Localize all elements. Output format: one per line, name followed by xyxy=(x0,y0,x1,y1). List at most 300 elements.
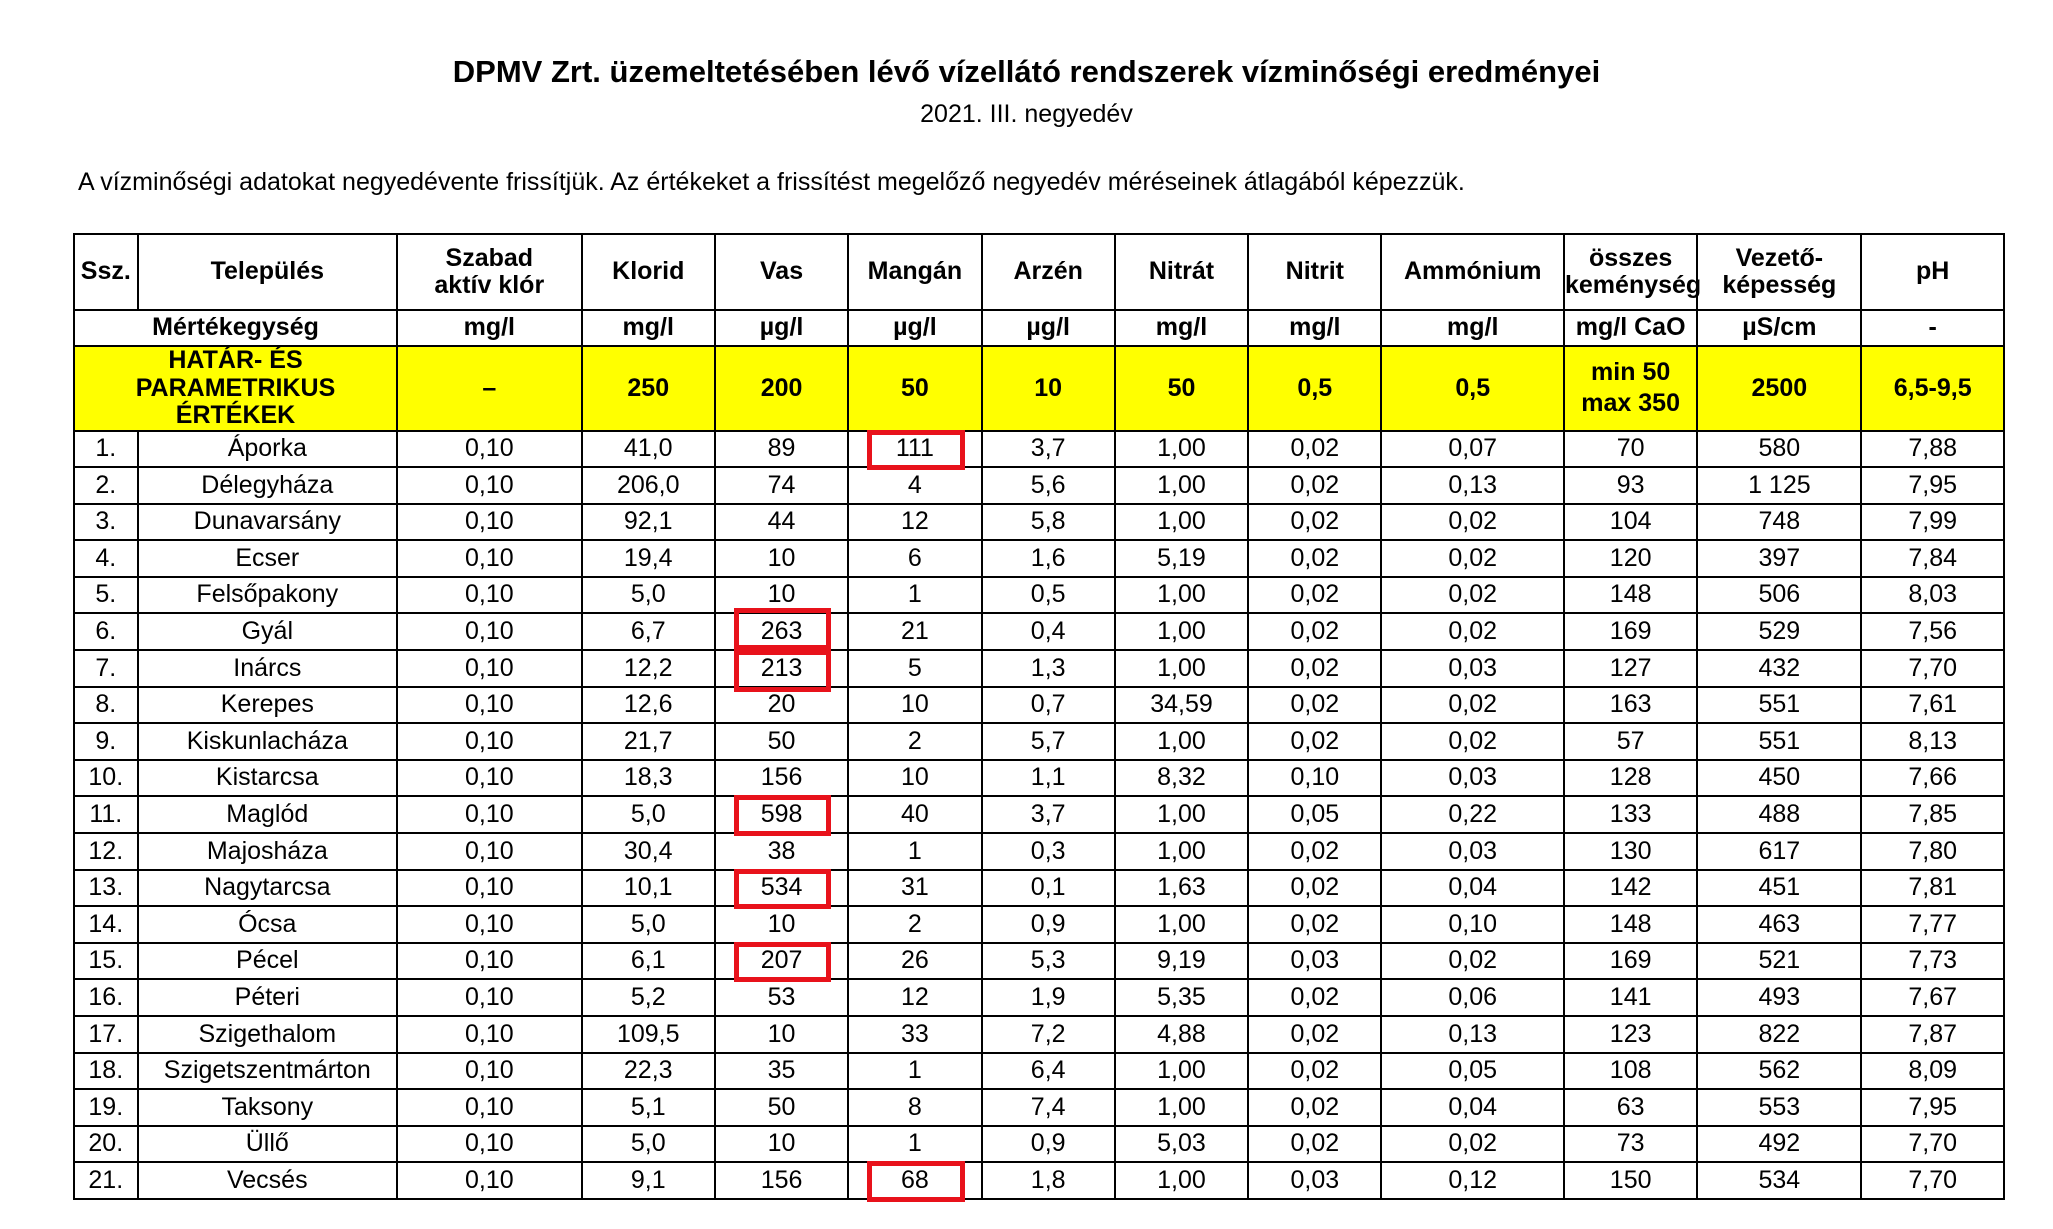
cell-settlement: Kiskunlacháza xyxy=(138,723,397,760)
cell-ph: 7,84 xyxy=(1861,540,2004,577)
cell-nitrite: 0,03 xyxy=(1248,1162,1381,1199)
cell-free-chlorine: 0,10 xyxy=(397,796,582,833)
cell-iron: 53 xyxy=(715,979,848,1016)
cell-free-chlorine: 0,10 xyxy=(397,504,582,541)
cell-nitrite: 0,02 xyxy=(1248,431,1381,468)
cell-chloride: 9,1 xyxy=(582,1162,715,1199)
cell-iron: 35 xyxy=(715,1053,848,1090)
cell-free-chlorine: 0,10 xyxy=(397,540,582,577)
cell-free-chlorine: 0,10 xyxy=(397,431,582,468)
unit-cell: mg/l CaO xyxy=(1564,310,1697,346)
cell-nitrate: 34,59 xyxy=(1115,687,1248,724)
cell-value: 263 xyxy=(760,617,803,646)
unit-cell: µg/l xyxy=(715,310,848,346)
cell-value: 207 xyxy=(760,946,803,975)
cell-nitrite: 0,02 xyxy=(1248,723,1381,760)
table-row xyxy=(74,870,2004,907)
table-row xyxy=(74,943,2004,980)
cell-chloride: 206,0 xyxy=(582,467,715,504)
col-header-arsenic: Arzén xyxy=(982,234,1115,310)
cell-conductivity: 451 xyxy=(1697,870,1861,907)
cell-settlement: Szigetszentmárton xyxy=(138,1053,397,1090)
cell-total-hardness: 148 xyxy=(1564,906,1697,943)
cell-chloride: 109,5 xyxy=(582,1016,715,1053)
cell-chloride: 12,6 xyxy=(582,687,715,724)
cell-conductivity: 521 xyxy=(1697,943,1861,980)
cell-conductivity: 551 xyxy=(1697,723,1861,760)
cell-nitrate: 5,03 xyxy=(1115,1126,1248,1163)
cell-conductivity: 617 xyxy=(1697,833,1861,870)
cell-free-chlorine: 0,10 xyxy=(397,760,582,797)
cell-free-chlorine: 0,10 xyxy=(397,943,582,980)
cell-conductivity: 493 xyxy=(1697,979,1861,1016)
cell-ph: 7,77 xyxy=(1861,906,2004,943)
cell-ammonium: 0,22 xyxy=(1381,796,1564,833)
cell-settlement: Dunavarsány xyxy=(138,504,397,541)
limits-label: HATÁR- ÉS PARAMETRIKUS ÉRTÉKEK xyxy=(74,346,397,431)
cell-index: 8. xyxy=(74,687,138,724)
cell-nitrite: 0,02 xyxy=(1248,979,1381,1016)
cell-chloride: 21,7 xyxy=(582,723,715,760)
cell-manganese: 1 xyxy=(848,833,981,870)
cell-index: 21. xyxy=(74,1162,138,1199)
cell-nitrite: 0,02 xyxy=(1248,650,1381,687)
cell-manganese-exceeds-limit xyxy=(848,1162,981,1199)
cell-total-hardness: 120 xyxy=(1564,540,1697,577)
cell-ammonium: 0,02 xyxy=(1381,504,1564,541)
cell-nitrite: 0,02 xyxy=(1248,1089,1381,1126)
cell-index: 19. xyxy=(74,1089,138,1126)
cell-manganese: 2 xyxy=(848,906,981,943)
cell-total-hardness: 57 xyxy=(1564,723,1697,760)
cell-index: 2. xyxy=(74,467,138,504)
cell-iron-exceeds-limit xyxy=(715,650,848,687)
unit-cell: mg/l xyxy=(1115,310,1248,346)
cell-ph: 8,03 xyxy=(1861,577,2004,614)
cell-total-hardness: 73 xyxy=(1564,1126,1697,1163)
cell-free-chlorine: 0,10 xyxy=(397,870,582,907)
cell-total-hardness: 123 xyxy=(1564,1016,1697,1053)
cell-total-hardness: 63 xyxy=(1564,1089,1697,1126)
cell-total-hardness: 93 xyxy=(1564,467,1697,504)
cell-iron-exceeds-limit xyxy=(715,613,848,650)
cell-manganese: 26 xyxy=(848,943,981,980)
cell-nitrite: 0,05 xyxy=(1248,796,1381,833)
cell-nitrate: 5,19 xyxy=(1115,540,1248,577)
col-header-ammonium: Ammónium xyxy=(1381,234,1564,310)
unit-cell: mg/l xyxy=(397,310,582,346)
limit-cell: 200 xyxy=(715,346,848,431)
cell-nitrite: 0,02 xyxy=(1248,1016,1381,1053)
cell-arsenic: 5,6 xyxy=(982,467,1115,504)
cell-ph: 7,56 xyxy=(1861,613,2004,650)
cell-iron-exceeds-limit xyxy=(715,870,848,907)
cell-index: 20. xyxy=(74,1126,138,1163)
cell-iron: 156 xyxy=(715,760,848,797)
cell-nitrate: 1,00 xyxy=(1115,1089,1248,1126)
cell-nitrite: 0,02 xyxy=(1248,1126,1381,1163)
cell-nitrate: 1,63 xyxy=(1115,870,1248,907)
cell-nitrate: 1,00 xyxy=(1115,577,1248,614)
cell-free-chlorine: 0,10 xyxy=(397,577,582,614)
cell-iron: 10 xyxy=(715,1016,848,1053)
cell-nitrate: 1,00 xyxy=(1115,1162,1248,1199)
table-row xyxy=(74,1016,2004,1053)
cell-conductivity: 529 xyxy=(1697,613,1861,650)
cell-ammonium: 0,02 xyxy=(1381,577,1564,614)
cell-index: 1. xyxy=(74,431,138,468)
cell-chloride: 41,0 xyxy=(582,431,715,468)
cell-settlement: Inárcs xyxy=(138,650,397,687)
cell-ph: 8,09 xyxy=(1861,1053,2004,1090)
update-note: A vízminőségi adatokat negyedévente frissítjük. Az értékeket a frissítést megelőző negyedév méréseinek átlagából képezzük. xyxy=(78,168,1465,196)
table-row xyxy=(74,687,2004,724)
cell-manganese: 1 xyxy=(848,1126,981,1163)
table-row xyxy=(74,540,2004,577)
table-row xyxy=(74,1089,2004,1126)
cell-value: 213 xyxy=(760,653,803,682)
cell-conductivity: 432 xyxy=(1697,650,1861,687)
cell-value: 111 xyxy=(895,434,934,463)
cell-ammonium: 0,06 xyxy=(1381,979,1564,1016)
cell-ph: 7,80 xyxy=(1861,833,2004,870)
cell-settlement: Gyál xyxy=(138,613,397,650)
cell-settlement: Kistarcsa xyxy=(138,760,397,797)
cell-ph: 7,70 xyxy=(1861,1126,2004,1163)
cell-free-chlorine: 0,10 xyxy=(397,1126,582,1163)
limit-cell: 50 xyxy=(1115,346,1248,431)
limit-cell: 10 xyxy=(982,346,1115,431)
cell-settlement: Maglód xyxy=(138,796,397,833)
cell-index: 4. xyxy=(74,540,138,577)
cell-nitrate: 1,00 xyxy=(1115,650,1248,687)
table-row xyxy=(74,467,2004,504)
cell-nitrite: 0,02 xyxy=(1248,906,1381,943)
limit-cell: – xyxy=(397,346,582,431)
cell-iron: 38 xyxy=(715,833,848,870)
cell-chloride: 22,3 xyxy=(582,1053,715,1090)
col-header-index: Ssz. xyxy=(74,234,138,310)
cell-arsenic: 0,3 xyxy=(982,833,1115,870)
cell-ph: 8,13 xyxy=(1861,723,2004,760)
cell-conductivity: 1 125 xyxy=(1697,467,1861,504)
cell-total-hardness: 128 xyxy=(1564,760,1697,797)
cell-manganese: 10 xyxy=(848,760,981,797)
cell-conductivity: 492 xyxy=(1697,1126,1861,1163)
hardness-limit: min 50 max 350 xyxy=(1581,358,1680,418)
cell-ph: 7,73 xyxy=(1861,943,2004,980)
unit-cell: mg/l xyxy=(1381,310,1564,346)
cell-arsenic: 6,4 xyxy=(982,1053,1115,1090)
cell-total-hardness: 127 xyxy=(1564,650,1697,687)
cell-iron: 10 xyxy=(715,540,848,577)
cell-total-hardness: 150 xyxy=(1564,1162,1697,1199)
cell-iron: 156 xyxy=(715,1162,848,1199)
cell-conductivity: 450 xyxy=(1697,760,1861,797)
table-row xyxy=(74,577,2004,614)
cell-manganese: 12 xyxy=(848,979,981,1016)
cell-index: 12. xyxy=(74,833,138,870)
cell-free-chlorine: 0,10 xyxy=(397,723,582,760)
col-header-ph: pH xyxy=(1861,234,2004,310)
cell-index: 11. xyxy=(74,796,138,833)
cell-settlement: Péteri xyxy=(138,979,397,1016)
cell-manganese-exceeds-limit xyxy=(848,431,981,468)
cell-ammonium: 0,02 xyxy=(1381,723,1564,760)
unit-cell: µg/l xyxy=(982,310,1115,346)
cell-settlement: Nagytarcsa xyxy=(138,870,397,907)
cell-nitrite: 0,10 xyxy=(1248,760,1381,797)
cell-nitrate: 1,00 xyxy=(1115,906,1248,943)
unit-cell: mg/l xyxy=(1248,310,1381,346)
cell-iron: 20 xyxy=(715,687,848,724)
cell-free-chlorine: 0,10 xyxy=(397,1053,582,1090)
cell-free-chlorine: 0,10 xyxy=(397,906,582,943)
cell-settlement: Kerepes xyxy=(138,687,397,724)
table-row xyxy=(74,1126,2004,1163)
cell-total-hardness: 163 xyxy=(1564,687,1697,724)
cell-settlement: Vecsés xyxy=(138,1162,397,1199)
cell-manganese: 2 xyxy=(848,723,981,760)
cell-ammonium: 0,02 xyxy=(1381,540,1564,577)
cell-chloride: 5,0 xyxy=(582,1126,715,1163)
cell-ph: 7,99 xyxy=(1861,504,2004,541)
header-row xyxy=(74,234,2004,310)
cell-ammonium: 0,03 xyxy=(1381,650,1564,687)
cell-total-hardness: 148 xyxy=(1564,577,1697,614)
cell-index: 5. xyxy=(74,577,138,614)
cell-arsenic: 3,7 xyxy=(982,796,1115,833)
cell-ammonium: 0,03 xyxy=(1381,760,1564,797)
cell-total-hardness: 142 xyxy=(1564,870,1697,907)
cell-ph: 7,67 xyxy=(1861,979,2004,1016)
cell-index: 9. xyxy=(74,723,138,760)
cell-settlement: Majosháza xyxy=(138,833,397,870)
cell-ammonium: 0,03 xyxy=(1381,833,1564,870)
cell-manganese: 5 xyxy=(848,650,981,687)
cell-settlement: Áporka xyxy=(138,431,397,468)
cell-conductivity: 534 xyxy=(1697,1162,1861,1199)
cell-iron: 10 xyxy=(715,906,848,943)
cell-iron-exceeds-limit xyxy=(715,796,848,833)
col-header-nitrate: Nitrát xyxy=(1115,234,1248,310)
table-row xyxy=(74,504,2004,541)
cell-manganese: 4 xyxy=(848,467,981,504)
cell-index: 15. xyxy=(74,943,138,980)
unit-cell: µg/l xyxy=(848,310,981,346)
cell-nitrate: 1,00 xyxy=(1115,613,1248,650)
cell-settlement: Ócsa xyxy=(138,906,397,943)
cell-arsenic: 0,9 xyxy=(982,906,1115,943)
col-header-settlement: Település xyxy=(138,234,397,310)
cell-value: 534 xyxy=(760,873,803,902)
cell-free-chlorine: 0,10 xyxy=(397,979,582,1016)
cell-manganese: 33 xyxy=(848,1016,981,1053)
cell-index: 16. xyxy=(74,979,138,1016)
cell-ammonium: 0,07 xyxy=(1381,431,1564,468)
cell-arsenic: 7,2 xyxy=(982,1016,1115,1053)
cell-conductivity: 562 xyxy=(1697,1053,1861,1090)
cell-chloride: 19,4 xyxy=(582,540,715,577)
cell-nitrate: 1,00 xyxy=(1115,504,1248,541)
cell-index: 7. xyxy=(74,650,138,687)
cell-total-hardness: 133 xyxy=(1564,796,1697,833)
unit-cell: - xyxy=(1861,310,2004,346)
cell-conductivity: 822 xyxy=(1697,1016,1861,1053)
cell-nitrate: 1,00 xyxy=(1115,467,1248,504)
cell-settlement: Üllő xyxy=(138,1126,397,1163)
cell-index: 17. xyxy=(74,1016,138,1053)
cell-ammonium: 0,02 xyxy=(1381,943,1564,980)
cell-nitrite: 0,02 xyxy=(1248,833,1381,870)
cell-ph: 7,70 xyxy=(1861,650,2004,687)
cell-conductivity: 506 xyxy=(1697,577,1861,614)
cell-ammonium: 0,02 xyxy=(1381,613,1564,650)
cell-ammonium: 0,05 xyxy=(1381,1053,1564,1090)
cell-arsenic: 0,5 xyxy=(982,577,1115,614)
cell-arsenic: 0,7 xyxy=(982,687,1115,724)
cell-chloride: 6,1 xyxy=(582,943,715,980)
cell-ph: 7,81 xyxy=(1861,870,2004,907)
cell-conductivity: 397 xyxy=(1697,540,1861,577)
cell-nitrite: 0,02 xyxy=(1248,467,1381,504)
cell-free-chlorine: 0,10 xyxy=(397,833,582,870)
cell-index: 14. xyxy=(74,906,138,943)
cell-manganese: 8 xyxy=(848,1089,981,1126)
cell-iron: 10 xyxy=(715,577,848,614)
cell-chloride: 6,7 xyxy=(582,613,715,650)
cell-nitrite: 0,02 xyxy=(1248,504,1381,541)
cell-chloride: 5,0 xyxy=(582,577,715,614)
cell-index: 18. xyxy=(74,1053,138,1090)
cell-value: 598 xyxy=(760,799,803,828)
cell-free-chlorine: 0,10 xyxy=(397,687,582,724)
cell-arsenic: 0,1 xyxy=(982,870,1115,907)
cell-index: 10. xyxy=(74,760,138,797)
cell-arsenic: 5,7 xyxy=(982,723,1115,760)
cell-total-hardness: 169 xyxy=(1564,613,1697,650)
cell-index: 6. xyxy=(74,613,138,650)
table-row xyxy=(74,613,2004,650)
cell-iron: 89 xyxy=(715,431,848,468)
cell-total-hardness: 108 xyxy=(1564,1053,1697,1090)
cell-arsenic: 1,3 xyxy=(982,650,1115,687)
cell-nitrate: 1,00 xyxy=(1115,796,1248,833)
table-row xyxy=(74,1053,2004,1090)
table-row xyxy=(74,723,2004,760)
col-header-iron: Vas xyxy=(715,234,848,310)
cell-settlement: Taksony xyxy=(138,1089,397,1126)
limit-cell: 2500 xyxy=(1697,346,1861,431)
cell-settlement: Pécel xyxy=(138,943,397,980)
cell-ph: 7,88 xyxy=(1861,431,2004,468)
table-row xyxy=(74,650,2004,687)
cell-settlement: Szigethalom xyxy=(138,1016,397,1053)
cell-nitrite: 0,02 xyxy=(1248,577,1381,614)
cell-chloride: 18,3 xyxy=(582,760,715,797)
cell-total-hardness: 141 xyxy=(1564,979,1697,1016)
cell-conductivity: 553 xyxy=(1697,1089,1861,1126)
limit-cell: 6,5-9,5 xyxy=(1861,346,2004,431)
cell-arsenic: 5,3 xyxy=(982,943,1115,980)
cell-total-hardness: 130 xyxy=(1564,833,1697,870)
cell-nitrite: 0,03 xyxy=(1248,943,1381,980)
cell-nitrite: 0,02 xyxy=(1248,613,1381,650)
cell-arsenic: 1,1 xyxy=(982,760,1115,797)
cell-free-chlorine: 0,10 xyxy=(397,1162,582,1199)
cell-chloride: 5,1 xyxy=(582,1089,715,1126)
units-label: Mértékegység xyxy=(74,310,397,346)
table-body xyxy=(74,431,2004,1199)
table-row xyxy=(74,979,2004,1016)
cell-ph: 7,66 xyxy=(1861,760,2004,797)
cell-nitrate: 1,00 xyxy=(1115,833,1248,870)
cell-ammonium: 0,02 xyxy=(1381,687,1564,724)
cell-ammonium: 0,02 xyxy=(1381,1126,1564,1163)
cell-ammonium: 0,12 xyxy=(1381,1162,1564,1199)
limit-cell: 0,5 xyxy=(1381,346,1564,431)
table-row xyxy=(74,760,2004,797)
cell-manganese: 31 xyxy=(848,870,981,907)
col-header-nitrite: Nitrit xyxy=(1248,234,1381,310)
cell-ammonium: 0,04 xyxy=(1381,1089,1564,1126)
cell-conductivity: 748 xyxy=(1697,504,1861,541)
cell-manganese: 21 xyxy=(848,613,981,650)
cell-total-hardness: 104 xyxy=(1564,504,1697,541)
cell-arsenic: 0,9 xyxy=(982,1126,1115,1163)
cell-nitrate: 1,00 xyxy=(1115,723,1248,760)
cell-conductivity: 463 xyxy=(1697,906,1861,943)
table-row xyxy=(74,796,2004,833)
cell-arsenic: 3,7 xyxy=(982,431,1115,468)
cell-index: 3. xyxy=(74,504,138,541)
cell-ammonium: 0,10 xyxy=(1381,906,1564,943)
cell-nitrate: 4,88 xyxy=(1115,1016,1248,1053)
cell-manganese: 12 xyxy=(848,504,981,541)
water-quality-table xyxy=(73,233,2005,1200)
cell-iron: 44 xyxy=(715,504,848,541)
table-row xyxy=(74,1162,2004,1199)
cell-value: 68 xyxy=(900,1165,929,1194)
cell-chloride: 5,2 xyxy=(582,979,715,1016)
limit-cell: 0,5 xyxy=(1248,346,1381,431)
cell-ph: 7,95 xyxy=(1861,467,2004,504)
cell-nitrite: 0,02 xyxy=(1248,1053,1381,1090)
cell-free-chlorine: 0,10 xyxy=(397,467,582,504)
cell-manganese: 1 xyxy=(848,577,981,614)
cell-chloride: 10,1 xyxy=(582,870,715,907)
cell-conductivity: 551 xyxy=(1697,687,1861,724)
cell-free-chlorine: 0,10 xyxy=(397,613,582,650)
cell-ph: 7,87 xyxy=(1861,1016,2004,1053)
cell-ph: 7,61 xyxy=(1861,687,2004,724)
cell-nitrate: 9,19 xyxy=(1115,943,1248,980)
col-header-free-chlorine: Szabad aktív klór xyxy=(397,234,582,310)
table-row xyxy=(74,431,2004,468)
unit-cell: µS/cm xyxy=(1697,310,1861,346)
table-row xyxy=(74,906,2004,943)
cell-free-chlorine: 0,10 xyxy=(397,1016,582,1053)
cell-iron: 50 xyxy=(715,1089,848,1126)
cell-arsenic: 1,8 xyxy=(982,1162,1115,1199)
cell-iron: 74 xyxy=(715,467,848,504)
limits-row xyxy=(74,346,2004,431)
col-header-conductivity: Vezető- képesség xyxy=(1697,234,1861,310)
cell-ammonium: 0,13 xyxy=(1381,467,1564,504)
cell-settlement: Délegyháza xyxy=(138,467,397,504)
table-row xyxy=(74,833,2004,870)
page-title: DPMV Zrt. üzemeltetésében lévő vízellátó rendszerek vízminőségi eredményei xyxy=(452,54,1601,89)
